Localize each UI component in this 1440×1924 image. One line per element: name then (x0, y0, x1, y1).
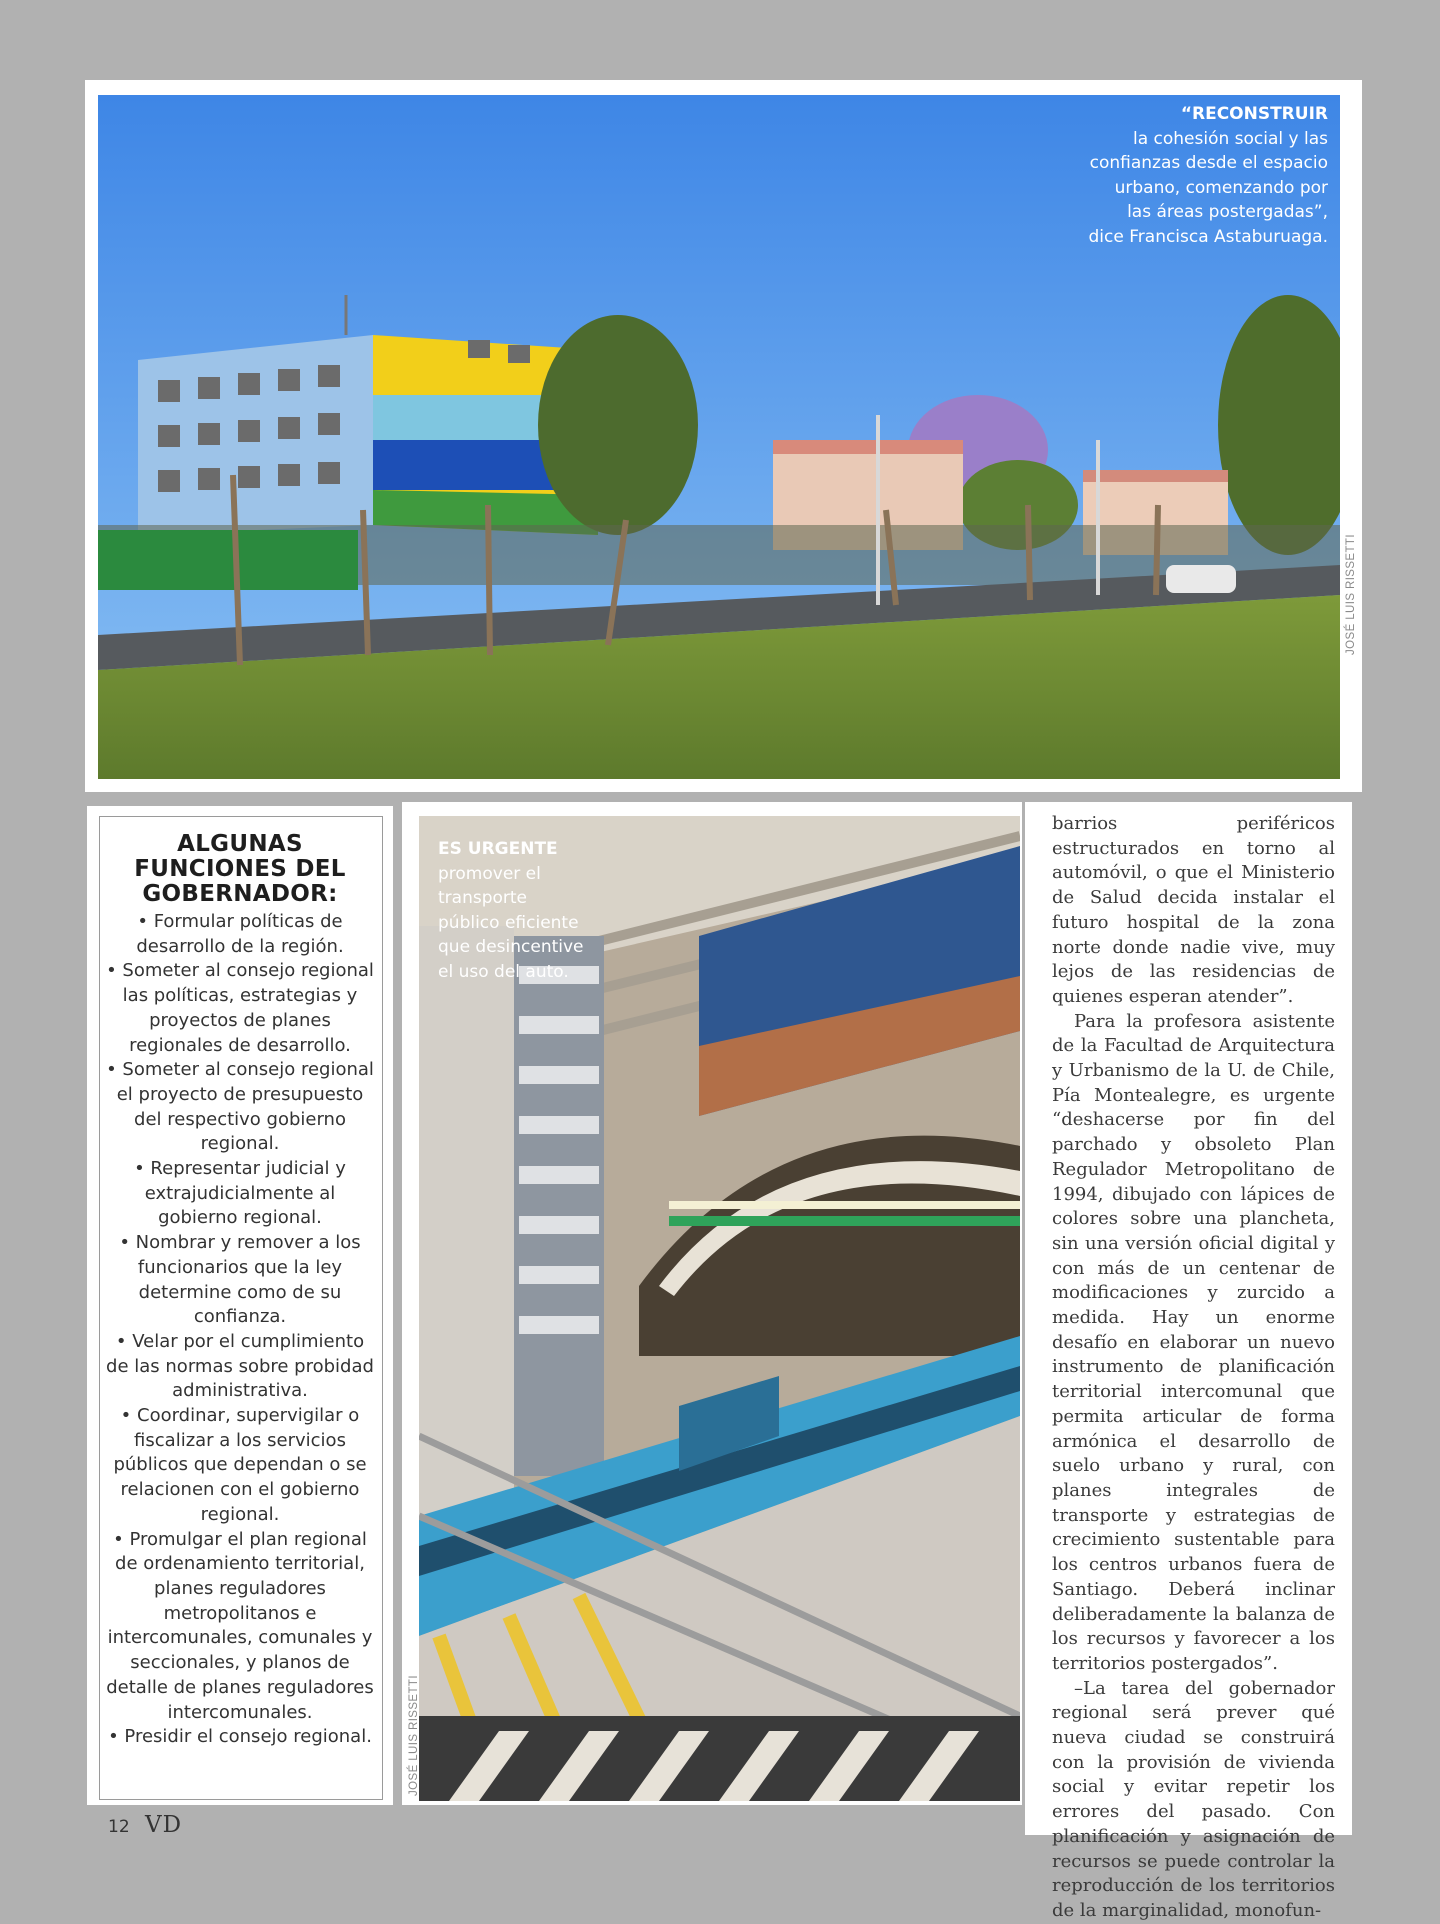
photo-credit: JOSÉ LUIS RISSETTI (408, 1675, 420, 1796)
list-item: • Representar judicial y extrajudicialmente al gobierno regional. (134, 1158, 346, 1229)
magazine-brand: VD (145, 1812, 183, 1838)
pull-quote-body: la cohesión social y las confianzas desde el espacio urbano, comenzando por las áreas postergadas”, dice Francisca Astaburuaga. (1088, 128, 1328, 247)
list-item: • Nombrar y remover a los funcionarios que la ley determine como de su confianza. (119, 1232, 361, 1328)
sidebar-box (87, 806, 393, 1805)
article-body (1052, 812, 1335, 1924)
photo-pull-quote (1088, 102, 1328, 250)
sidebar-title-line: ALGUNAS (177, 831, 303, 857)
list-item: • Presidir el consejo regional. (108, 1726, 372, 1748)
list-item: • Someter al consejo regional las políticas, estrategias y proyectos de planes regionales de desarrollo. (106, 960, 374, 1056)
caption-body: promover el transporte público eficiente que desincentive el uso del auto. (438, 863, 584, 982)
list-item: • Coordinar, supervigilar o fiscalizar a los servicios públicos que dependan o se relacionen con el gobierno regional. (113, 1405, 367, 1525)
page-folio (108, 1812, 182, 1838)
article-column-panel (1025, 802, 1352, 1921)
sidebar-title-line: FUNCIONES DEL (134, 856, 346, 882)
article-paragraph: barrios periféricos estructurados en torno al automóvil, o que el Ministerio de Salud decida instalar el futuro hospital de la zona norte donde nadie vive, muy lejos de las residencias de quienes esperan atender”. (1052, 813, 1335, 1007)
list-item: • Someter al consejo regional el proyecto de presupuesto del respectivo gobierno regional. (106, 1059, 374, 1155)
sidebar-title (87, 832, 393, 907)
metro-photo-panel (402, 802, 1022, 1805)
governor-functions-list (106, 910, 374, 1750)
sidebar-title-line: GOBERNADOR: (142, 881, 338, 907)
list-item: • Promulgar el plan regional de ordenamiento territorial, planes reguladores metropolitanos e intercomunales, comunales y seccionales, y planos de detalle de planes reguladores intercomunales. (106, 1528, 374, 1723)
article-paragraph: Para la profesora asistente de la Facultad de Arquitectura y Urbanismo de la U. de Chile, Pía Montealegre, es urgente “deshacerse por fin del parchado y obsoleto Plan Regulador Metropolitano de 1994, dibujado con lápices de colores sobre una plancheta, sin una versión oficial digital y con más de un centenar de modificaciones y zurcido a medida. Hay un enorme desafío en elaborar un nuevo instrumento de planificación territorial intercomunal que permita articular de forma armónica el desarrollo de suelo urbano y rural, con planes integrales de transporte y estrategias de crecimiento sustentable para los centros urbanos fuera de Santiago. Deberá inclinar deliberadamente la balanza de los recursos y favorecer a los territorios postergados”. (1052, 1010, 1335, 1674)
list-item: • Velar por el cumplimiento de las normas sobre probidad administrativa. (106, 1330, 374, 1402)
top-photo-panel (85, 80, 1362, 792)
list-item: • Formular políticas de desarrollo de la región. (136, 911, 344, 957)
pull-quote-lead: “RECONSTRUIR (1180, 104, 1328, 124)
photo-credit: JOSÉ LUIS RISSETTI (1345, 534, 1357, 655)
article-paragraph: –La tarea del gobernador regional será prever qué nueva ciudad se construirá con la provisión de vivienda social y evitar repetir los errores del pasado. Con planificación y asignación de recursos se puede controlar la reproducción de los territorios de la marginalidad, monofun- (1052, 1677, 1335, 1921)
page-number: 12 (108, 1817, 130, 1837)
caption-lead: ES URGENTE (438, 839, 558, 859)
photo-caption (438, 837, 588, 985)
